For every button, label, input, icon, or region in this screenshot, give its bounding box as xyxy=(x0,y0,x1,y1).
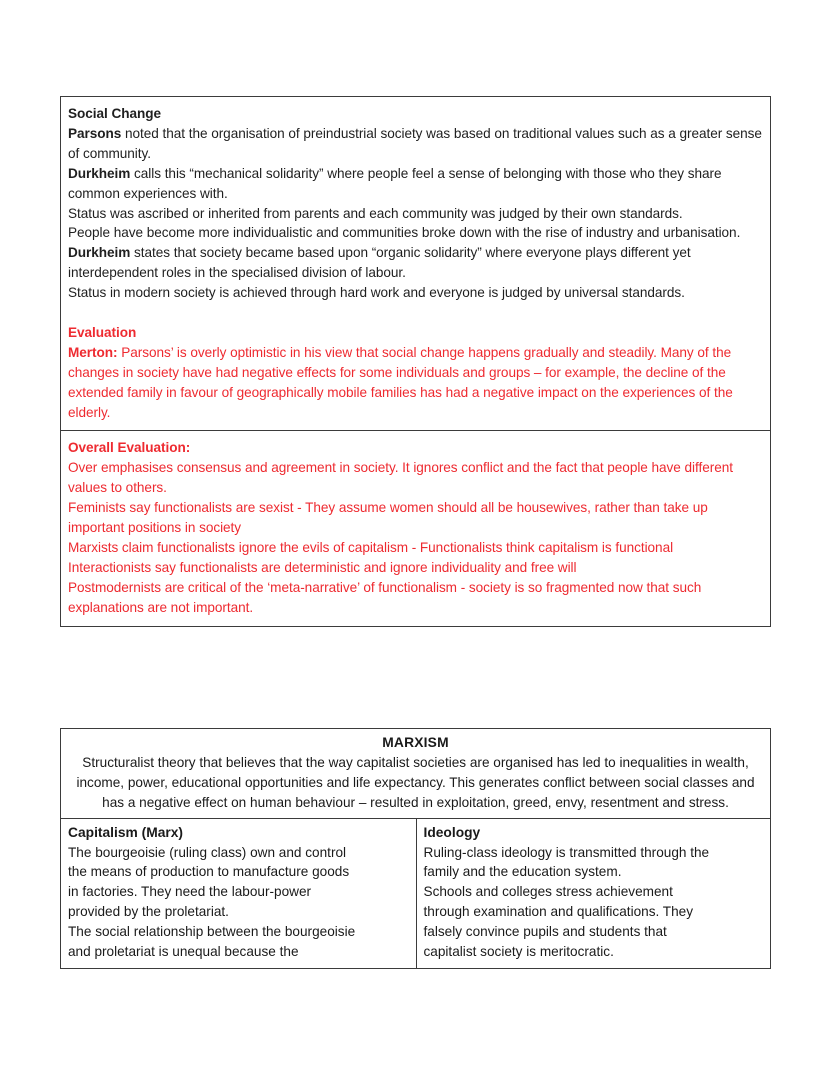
cell-line: The social relationship between the bourgeoisie xyxy=(68,924,356,940)
theorist-name-durkheim: Durkheim xyxy=(68,245,131,261)
social-change-line xyxy=(68,124,763,164)
social-change-line xyxy=(68,223,763,243)
social-change-line xyxy=(68,283,763,303)
evaluation-body-text: Parsons’ is overly optimistic in his view that social change happens gradually and steadily. Many of the changes in society have had negative effects for some individuals and groups – for example, the decline of the extended family in favour of geographically mobile families has had a negative impact on the experiences of the elderly. xyxy=(68,344,733,420)
column-header-capitalism: Capitalism (Marx) xyxy=(68,824,184,840)
cell-line: falsely convince pupils and students that xyxy=(423,924,667,940)
functionalism-notes-box xyxy=(60,96,771,627)
marxism-header-cell xyxy=(61,729,770,818)
overall-evaluation-section xyxy=(61,431,770,625)
column-header-ideology: Ideology xyxy=(423,824,481,840)
social-change-line-text: People have become more individualistic and communities broke down with the rise of industry and urbanisation. xyxy=(68,225,741,241)
cell-line: provided by the proletariat. xyxy=(68,904,229,920)
cell-line: Schools and colleges stress achievement xyxy=(423,884,673,900)
social-change-line-text: calls this “mechanical solidarity” where people feel a sense of belonging with those who they share common experiences with. xyxy=(68,165,722,201)
marxism-column-capitalism xyxy=(61,819,416,968)
cell-line: The bourgeoisie (ruling class) own and control xyxy=(68,844,347,860)
marxism-table xyxy=(60,728,771,969)
cell-line: the means of production to manufacture goods xyxy=(68,864,350,880)
cell-line: family and the education system. xyxy=(423,864,622,880)
cell-line: through examination and qualifications. They xyxy=(423,904,694,920)
social-change-line xyxy=(68,164,763,204)
cell-line: Ruling-class ideology is transmitted through the xyxy=(423,844,710,860)
cell-line: and proletariat is unequal because the xyxy=(68,944,299,960)
overall-evaluation-heading: Overall Evaluation: xyxy=(68,440,191,456)
marxism-column-ideology xyxy=(416,819,771,968)
social-change-line-text: states that society became based upon “organic solidarity” where everyone plays different yet interdependent roles in the specialised division of labour. xyxy=(68,245,691,281)
overall-evaluation-point: Feminists say functionalists are sexist - They assume women should all be housewives, rather than take up important positions in society xyxy=(68,500,708,536)
social-change-line-text: Status was ascribed or inherited from parents and each community was judged by their own standards. xyxy=(68,205,683,221)
blank-line xyxy=(68,303,763,323)
social-change-line xyxy=(68,243,763,283)
social-change-line xyxy=(68,204,763,224)
marxism-table-row xyxy=(61,818,770,968)
marxism-title: MARXISM xyxy=(382,735,449,750)
evaluation-body xyxy=(68,343,763,423)
theorist-name-durkheim: Durkheim xyxy=(68,165,131,181)
overall-evaluation-point: Over emphasises consensus and agreement in society. It ignores conflict and the fact that people have different values to others. xyxy=(68,460,733,496)
evaluation-heading: Evaluation xyxy=(68,324,137,340)
social-change-section xyxy=(61,97,770,430)
cell-line: in factories. They need the labour-power xyxy=(68,884,312,900)
social-change-line-text: noted that the organisation of preindustrial society was based on traditional values such as a greater sense of community. xyxy=(68,125,762,161)
overall-evaluation-point: Postmodernists are critical of the ‘meta-narrative’ of functionalism - society is so fragmented now that such explanations are not important. xyxy=(68,579,702,615)
cell-line: capitalist society is meritocratic. xyxy=(423,944,614,960)
overall-evaluation-point: Interactionists say functionalists are deterministic and ignore individuality and free will xyxy=(68,559,577,575)
marxism-description: Structuralist theory that believes that the way capitalist societies are organised has led to inequalities in wealth, income, power, educational opportunities and life expectancy. This generates conflict between social classes and has a negative effect on human behaviour – resulted in exploitation, greed, envy, resentment and stress. xyxy=(76,754,755,810)
social-change-heading: Social Change xyxy=(68,106,162,121)
theorist-name-parsons: Parsons xyxy=(68,125,122,141)
social-change-line-text: Status in modern society is achieved through hard work and everyone is judged by universal standards. xyxy=(68,285,685,301)
theorist-name-merton: Merton: xyxy=(68,344,118,360)
overall-evaluation-point: Marxists claim functionalists ignore the evils of capitalism - Functionalists think capitalism is functional xyxy=(68,540,674,556)
